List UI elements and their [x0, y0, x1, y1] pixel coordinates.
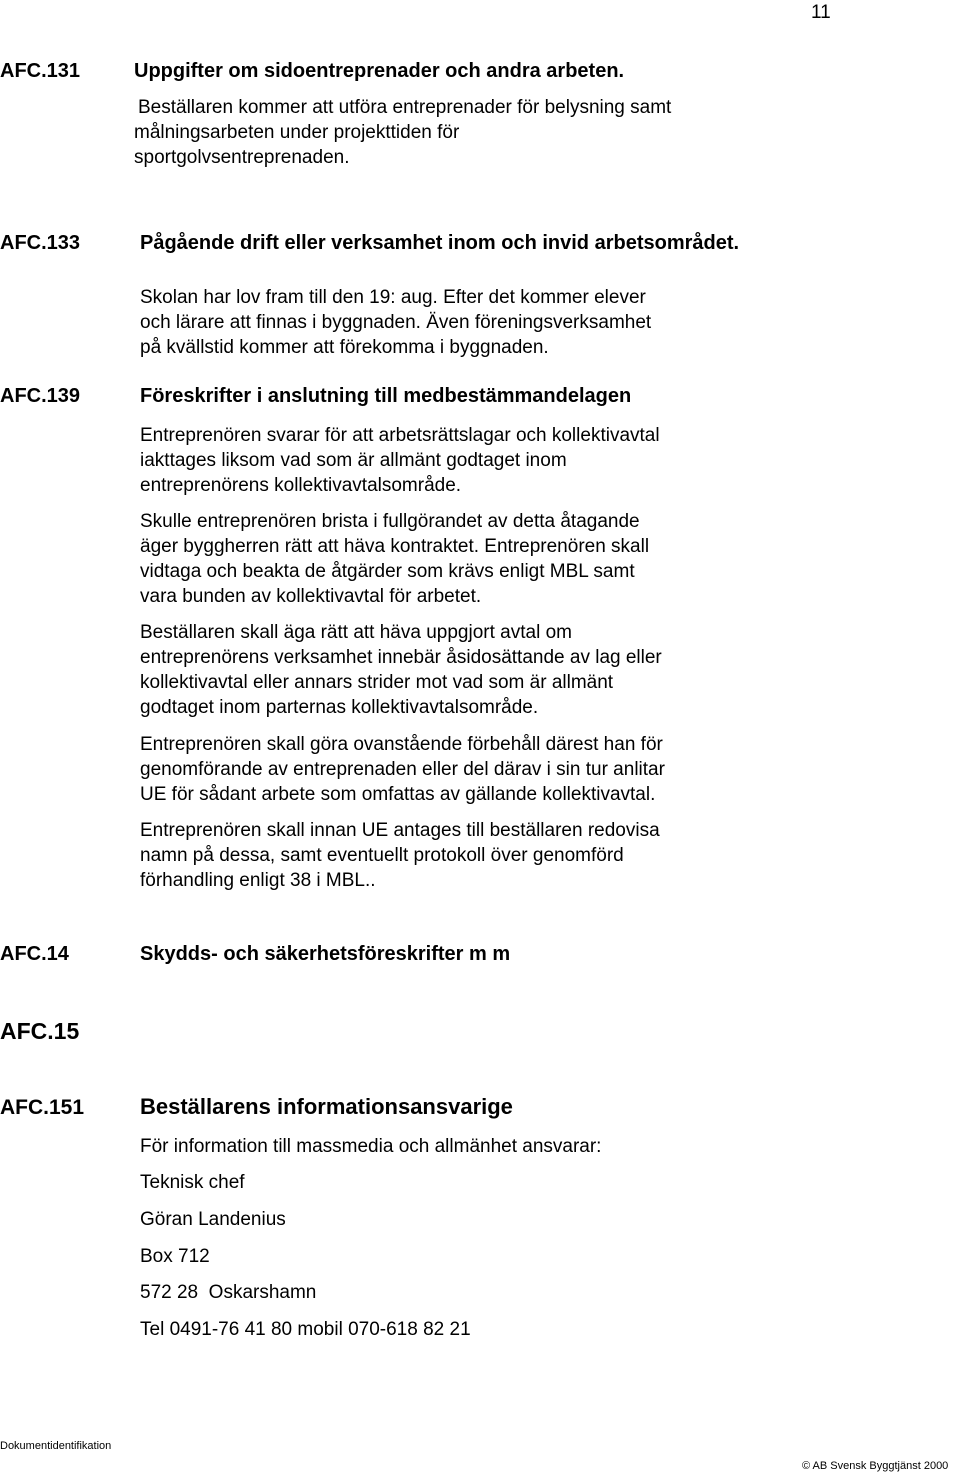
body-line: Beställaren kommer att utföra entreprenader för belysning samt	[138, 97, 672, 118]
page-number: 11	[811, 2, 831, 23]
body-line: entreprenörens verksamhet innebär åsidosättande av lag eller	[140, 647, 662, 668]
section-heading-afc139: Föreskrifter i anslutning till medbestämmandelagen	[140, 385, 632, 407]
section-heading-afc131: Uppgifter om sidoentreprenader och andra arbeten.	[134, 60, 625, 82]
section-body-afc131	[134, 95, 671, 170]
body-line: namn på dessa, samt eventuellt protokoll över genomförd	[140, 845, 624, 866]
body-line: kollektivavtal eller annars strider mot vad som är allmänt	[140, 672, 614, 693]
body-line: Entreprenören skall innan UE antages till beställaren redovisa	[140, 820, 660, 841]
paragraph-5	[140, 818, 660, 893]
contact-postal: 572 28 Oskarshamn	[140, 1282, 317, 1303]
body-line: Skolan har lov fram till den 19: aug. Efter det kommer elever	[140, 287, 646, 308]
contact-intro: För information till massmedia och allmänhet ansvarar:	[140, 1136, 602, 1157]
section-code-afc131: AFC.131	[0, 60, 81, 82]
section-code-afc15: AFC.15	[0, 1018, 80, 1044]
body-line: Beställaren skall äga rätt att häva uppgjort avtal om	[140, 622, 572, 643]
section-code-afc133: AFC.133	[0, 232, 81, 254]
section-heading-afc151: Beställarens informationsansvarige	[140, 1094, 513, 1119]
paragraph-4	[140, 732, 665, 807]
body-line: UE för sådant arbete som omfattas av gällande kollektivavtal.	[140, 784, 656, 805]
footer-copyright: © AB Svensk Byggtjänst 2000	[802, 1460, 949, 1472]
section-heading-afc133: Pågående drift eller verksamhet inom och invid arbetsområdet.	[140, 232, 740, 254]
section-code-afc14: AFC.14	[0, 943, 69, 965]
body-line: vidtaga och beakta de åtgärder som krävs enligt MBL samt	[140, 561, 635, 582]
contact-title: Teknisk chef	[140, 1172, 245, 1193]
body-line: Entreprenören svarar för att arbetsrättslagar och kollektivavtal	[140, 425, 660, 446]
body-line: godtaget inom parternas kollektivavtalsområde.	[140, 697, 539, 718]
section-heading-afc14: Skydds- och säkerhetsföreskrifter m m	[140, 943, 511, 965]
paragraph-3	[140, 620, 662, 720]
footer-document-id: Dokumentidentifikation	[0, 1440, 112, 1452]
contact-name: Göran Landenius	[140, 1209, 286, 1230]
section-code-afc139: AFC.139	[0, 385, 81, 407]
body-line: iakttages liksom vad som är allmänt godtaget inom	[140, 450, 567, 471]
section-code-afc151: AFC.151	[0, 1096, 85, 1119]
contact-phone: Tel 0491-76 41 80 mobil 070-618 82 21	[140, 1319, 471, 1340]
body-line: målningsarbeten under projekttiden för	[134, 122, 460, 143]
body-line: sportgolvsentreprenaden.	[134, 147, 350, 168]
body-line: Skulle entreprenören brista i fullgörandet av detta åtagande	[140, 511, 640, 532]
body-line: genomförande av entreprenaden eller del därav i sin tur anlitar	[140, 759, 665, 780]
paragraph-1	[140, 423, 660, 498]
body-line: Entreprenören skall göra ovanstående förbehåll därest han för	[140, 734, 663, 755]
paragraph-2	[140, 509, 649, 609]
body-line: entreprenörens kollektivavtalsområde.	[140, 475, 462, 496]
section-body-afc133	[140, 285, 651, 360]
body-line: förhandling enligt 38 i MBL..	[140, 870, 376, 891]
body-line: på kvällstid kommer att förekomma i byggnaden.	[140, 337, 549, 358]
body-line: vara bunden av kollektivavtal för arbetet.	[140, 586, 482, 607]
body-line: och lärare att finnas i byggnaden. Även föreningsverksamhet	[140, 312, 652, 333]
body-line: äger byggherren rätt att häva kontraktet. Entreprenören skall	[140, 536, 650, 557]
contact-box: Box 712	[140, 1246, 210, 1267]
